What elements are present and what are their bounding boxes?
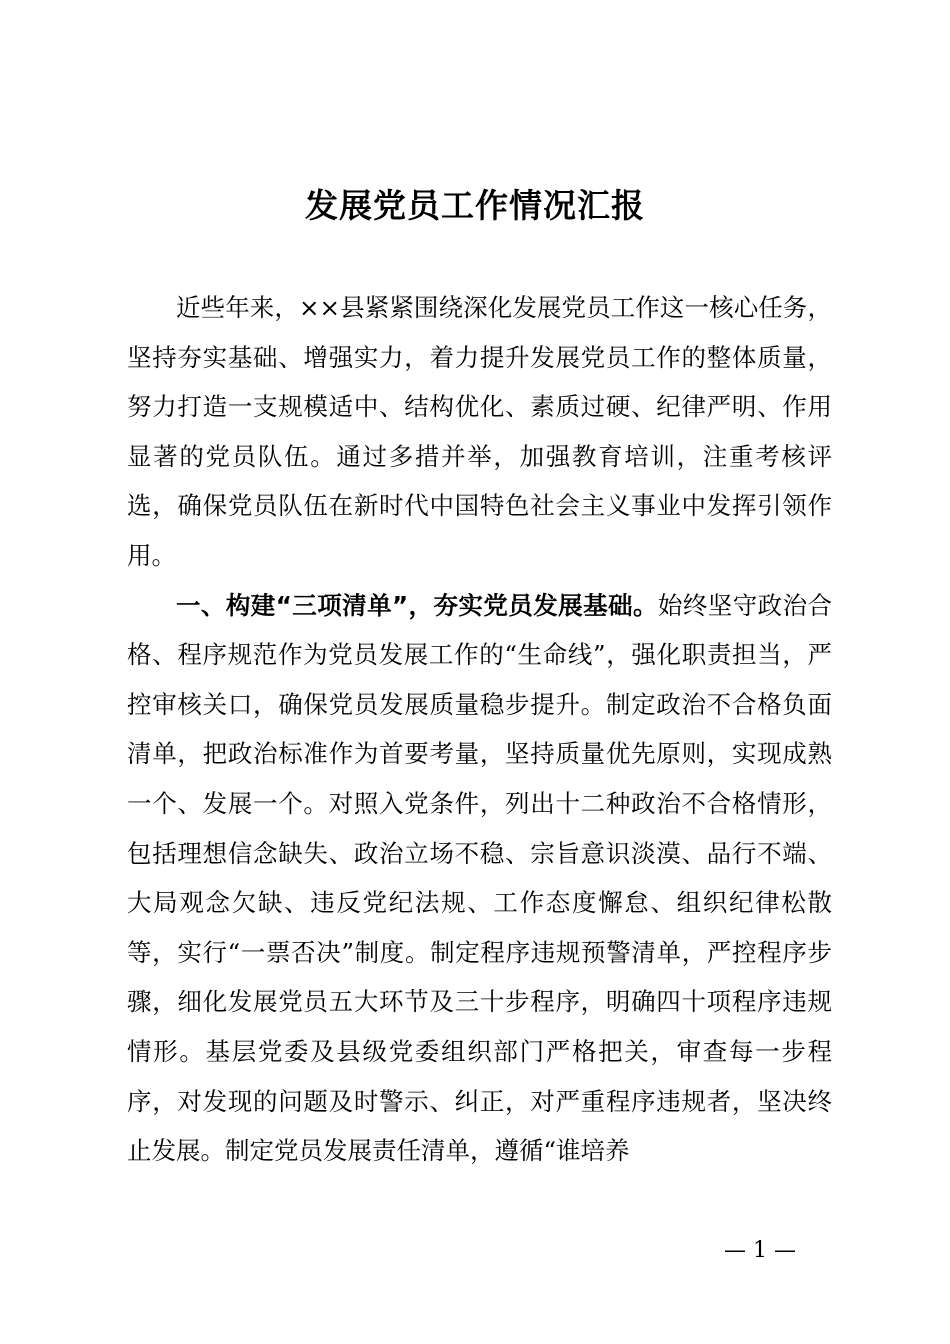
intro-paragraph-text: 近些年来，××县紧紧围绕深化发展党员工作这一核心任务，坚持夯实基础、增强实力，着力提升发展党员工作的整体质量，努力打造一支规模适中、结构优化、素质过硬、纪律严明、作用显著的党员队伍。通过多措并举，加强教育培训，注重考核评选，确保党员队伍在新时代中国特色社会主义事业中发挥引领作用。 [127,293,832,570]
section-one-paragraph [127,581,832,1176]
section-one-text: 始终坚守政治合格、程序规范作为党员发展工作的“生命线”，强化职责担当，严控审核关口，确保党员发展质量稳步提升。制定政治不合格负面清单，把政治标准作为首要考量，坚持质量优先原则，实现成熟一个、发展一个。对照入党条件，列出十二种政治不合格情形，包括理想信念缺失、政治立场不稳、宗旨意识淡漠、品行不端、大局观念欠缺、违反党纪法规、工作态度懈怠、组织纪律松散等，实行“一票否决”制度。制定程序违规预警清单，严控程序步骤，细化发展党员五大环节及三十步程序，明确四十项程序违规情形。基层党委及县级党委组织部门严格把关，审查每一步程序，对发现的问题及时警示、纠正，对严重程序违规者，坚决终止发展。制定党员发展责任清单，遵循“谁培养 [127,590,833,1166]
page-number: — 1 — [724,1238,796,1263]
document-body [127,283,832,1176]
section-one-heading: 一、构建“三项清单”，夯实党员发展基础。 [176,590,658,620]
document-title: 发展党员工作情况汇报 [305,186,645,225]
intro-paragraph [127,283,832,581]
